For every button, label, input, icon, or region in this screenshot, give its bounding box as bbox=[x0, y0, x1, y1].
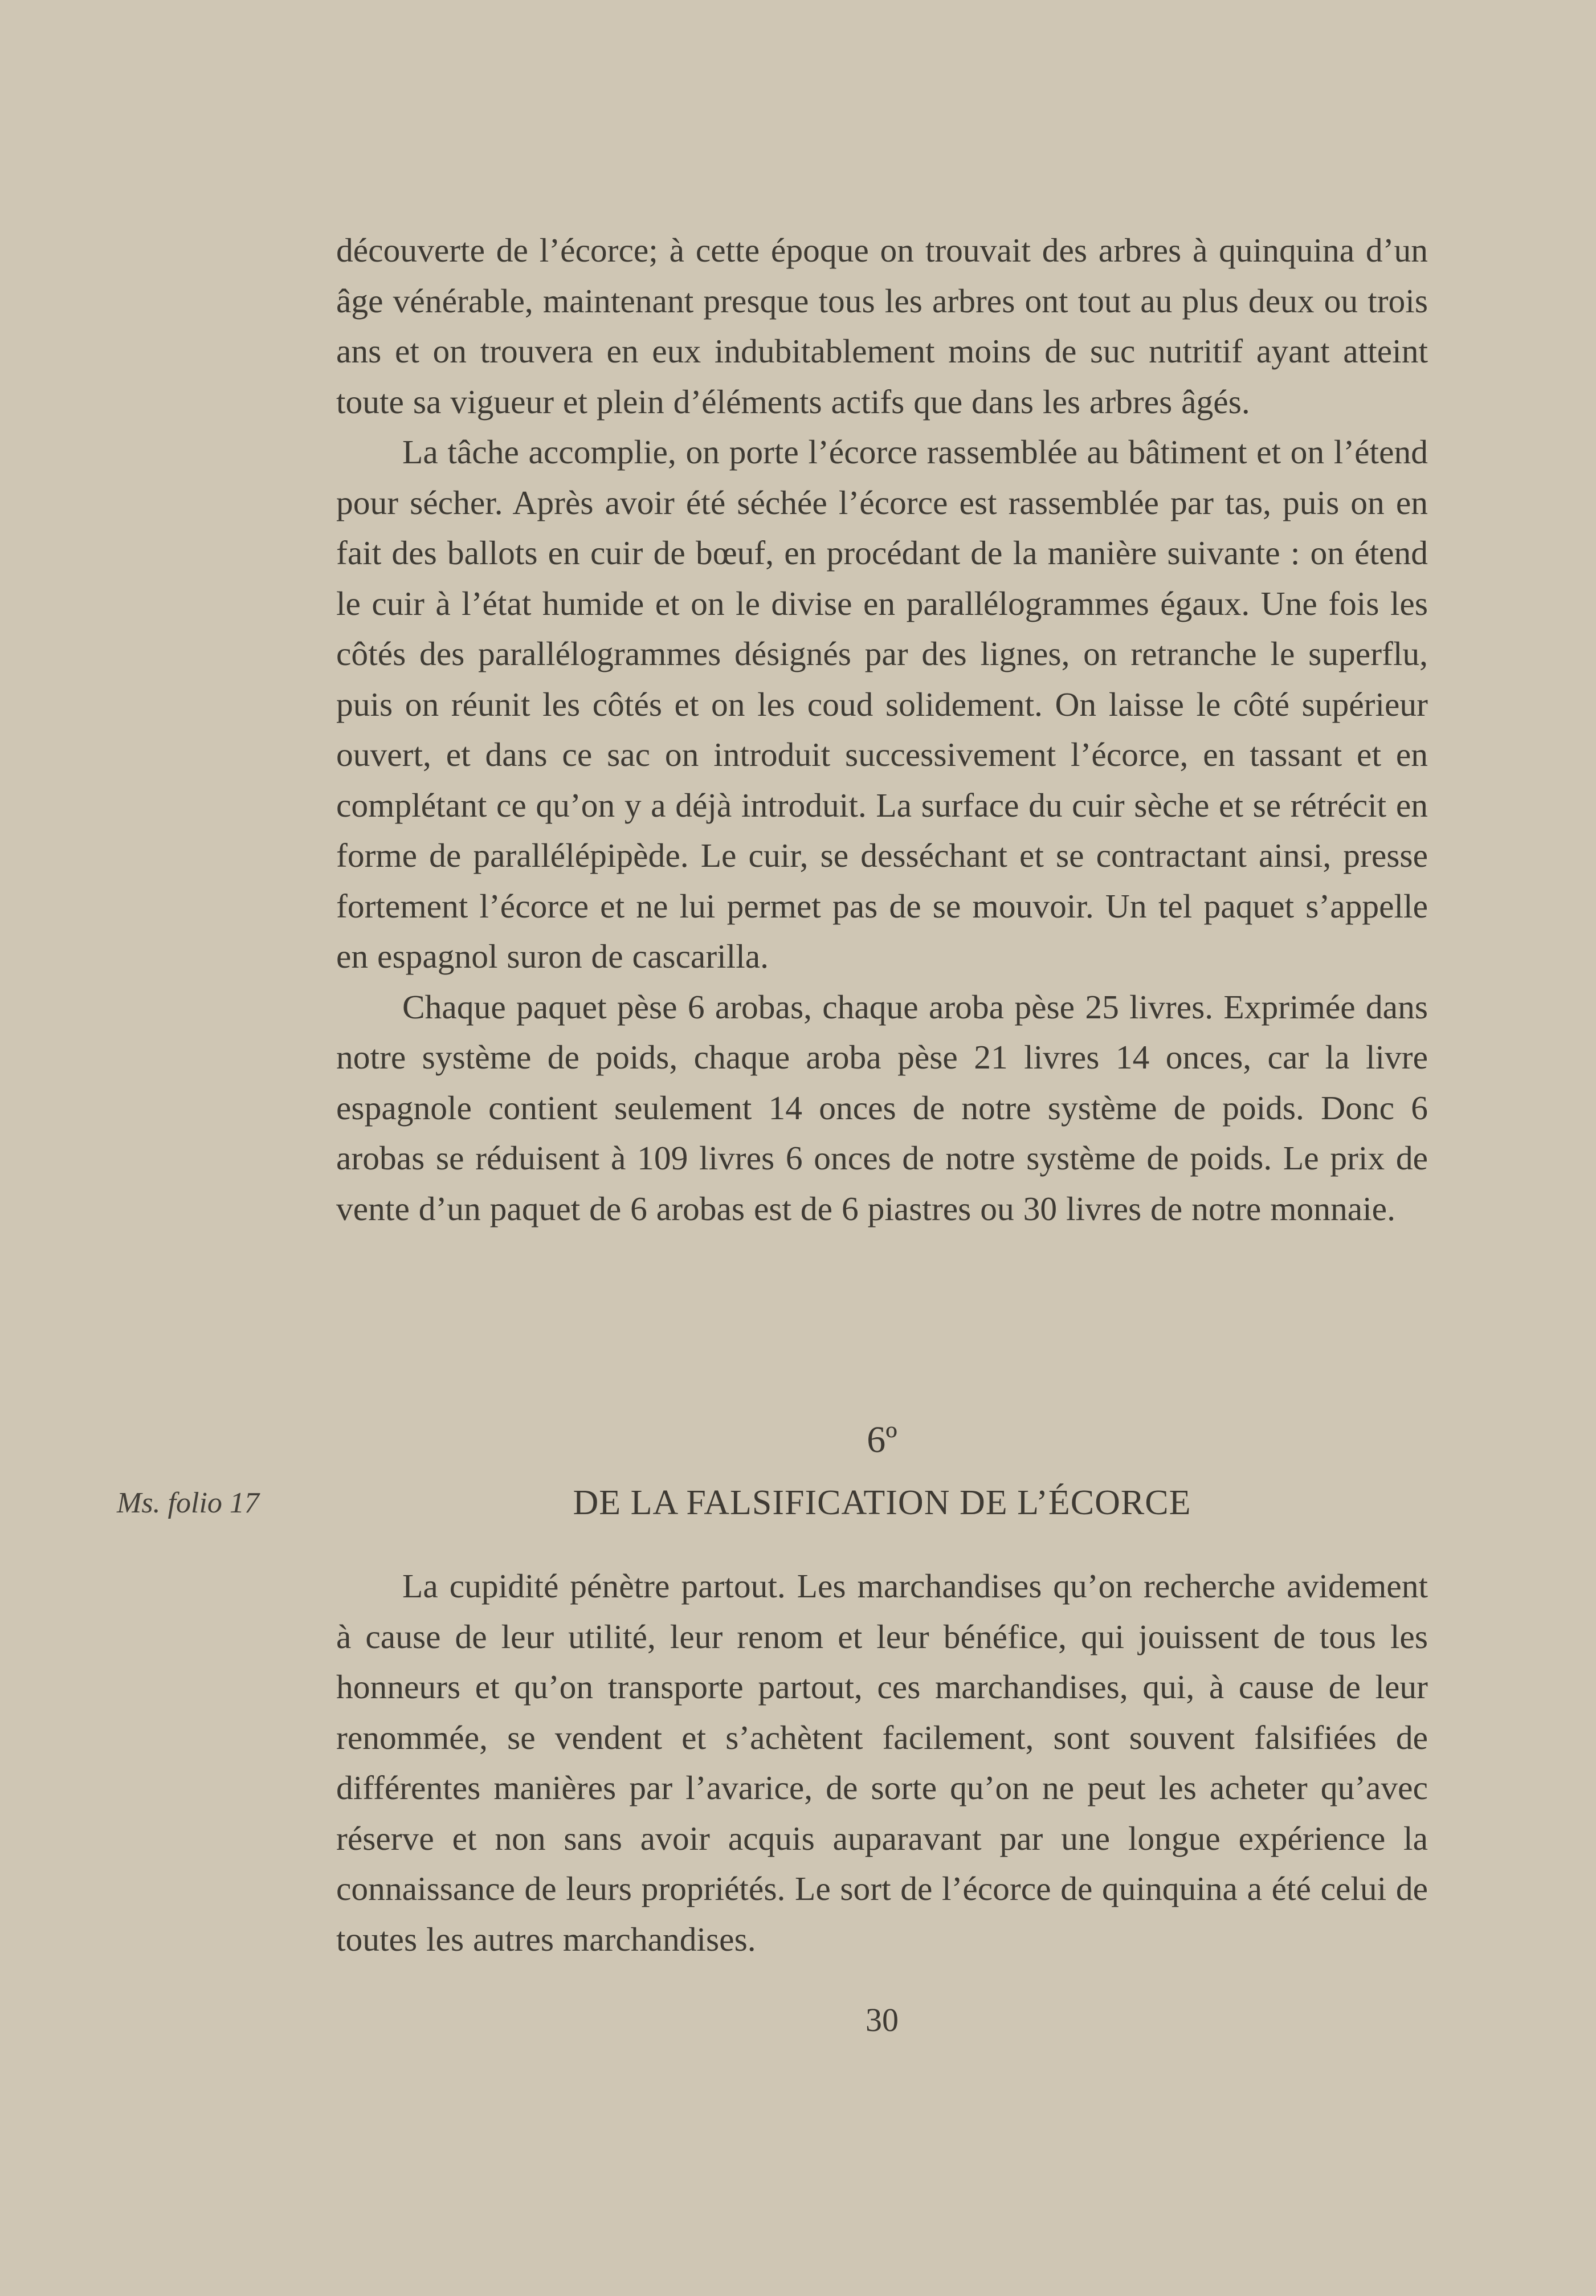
section-title: DE LA FALSIFICATION DE L’ÉCORCE bbox=[573, 1483, 1191, 1522]
text-block-upper bbox=[336, 225, 1428, 1234]
page-number: 30 bbox=[866, 2001, 899, 2038]
paragraph-package-weight: Chaque paquet pèse 6 arobas, chaque aroba pèse 25 livres. Exprimée dans notre système de poids, chaque aroba pèse 21 livres 14 onces, car la livre espagnole contient seulement 14 onces de notre système de poids. Donc 6 arobas se réduisent à 109 livres 6 onces de notre système de poids. Le prix de vente d’un paquet de 6 arobas est de 6 piastres ou 30 livres de notre monnaie. bbox=[336, 988, 1428, 1227]
paragraph-continued: découverte de l’écorce; à cette époque on trouvait des arbres à quinquina d’un âge vénérable, maintenant presque tous les arbres ont tout au plus deux ou trois ans et on trouvera en eux indubitablement moins de suc nutritif ayant atteint toute sa vigueur et plein d’éléments actifs que dans les arbres âgés. bbox=[336, 231, 1428, 421]
margin-note: Ms. folio 17 bbox=[117, 1487, 259, 1519]
paragraph-bark-drying: La tâche accomplie, on porte l’écorce rassemblée au bâtiment et on l’étend pour sécher. Après avoir été séchée l’écorce est rassemblée par tas, puis on en fait des ballots en cuir de bœuf, en procédant de la manière suivante : on étend le cuir à l’état humide et on le divise en parallélogrammes égaux. Une fois les côtés des parallélogrammes désignés par des lignes, on retranche le superflu, puis on réunit les côtés et on les coud solidement. On laisse le côté supérieur ouvert, et dans ce sac on introduit successivement l’écorce, en tassant et en complétant ce qu’on y a déjà introduit. La surface du cuir sèche et se rétrécit en forme de parallélépipède. Le cuir, se desséchant et se contractant ainsi, presse fortement l’écorce et ne lui permet pas de se mouvoir. Un tel paquet s’appelle en espagnol suron de cascarilla. bbox=[336, 433, 1428, 975]
section-number: 6º bbox=[867, 1419, 897, 1461]
text-block-lower bbox=[336, 1561, 1428, 1964]
paragraph-falsification: La cupidité pénètre partout. Les marchandises qu’on recherche avidement à cause de leur utilité, leur renom et leur bénéfice, qui jouissent de tous les honneurs et qu’on transporte partout, ces marchandises, qui, à cause de leur renommée, se vendent et s’achètent facilement, sont souvent falsifiées de différentes manières par l’avarice, de sorte qu’on ne peut les acheter qu’avec réserve et non sans avoir acquis auparavant par une longue expérience la connaissance de leurs propriétés. Le sort de l’écorce de quinquina a été celui de toutes les autres marchandises. bbox=[336, 1567, 1428, 1958]
